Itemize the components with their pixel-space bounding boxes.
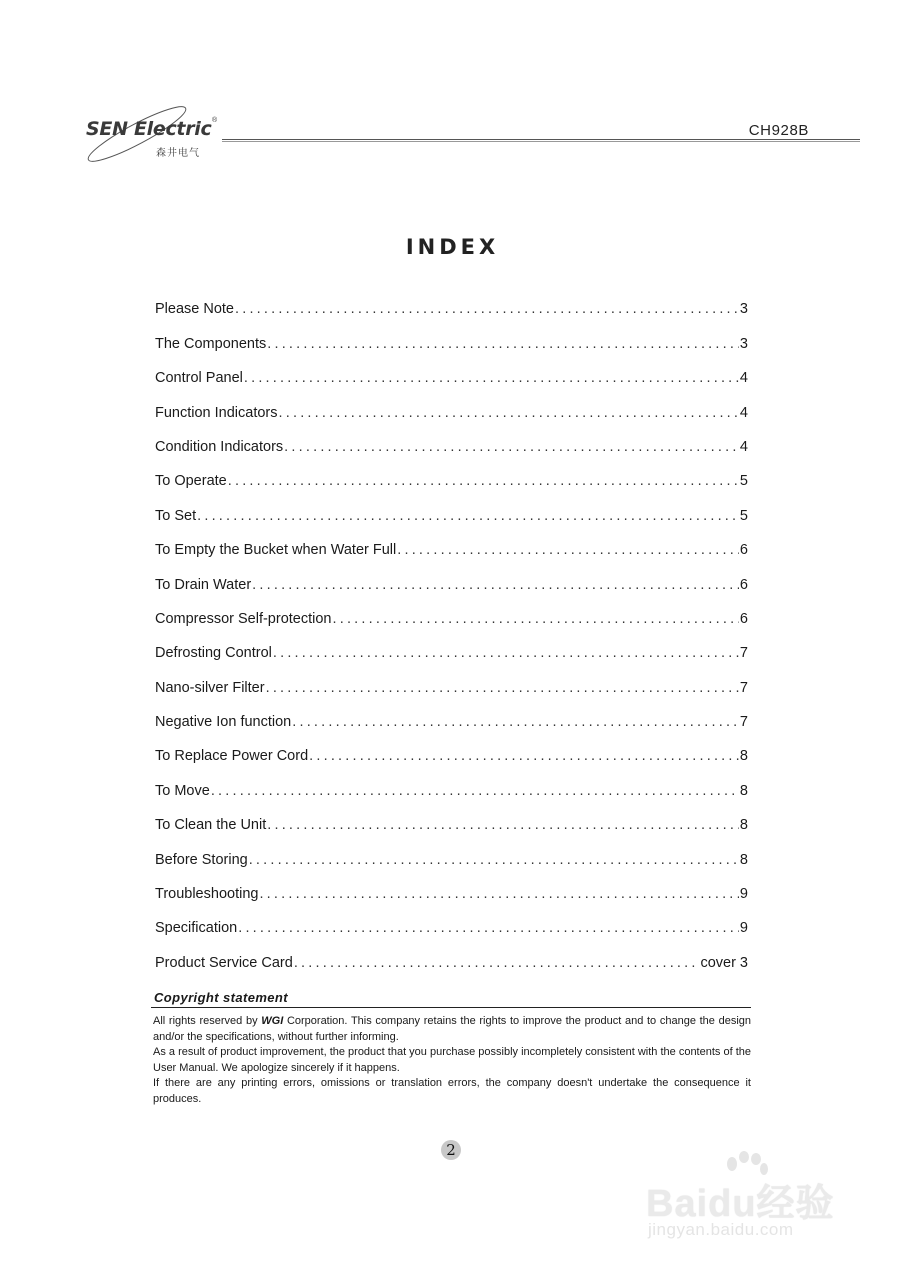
toc-entry bbox=[155, 800, 748, 834]
toc-leader-dots bbox=[235, 300, 739, 318]
toc-entry-label: Please Note bbox=[155, 301, 234, 318]
toc-entry bbox=[155, 284, 748, 318]
toc-entry-label: Negative Ion function bbox=[155, 714, 292, 731]
toc-entry-page: 4 bbox=[739, 404, 748, 421]
toc-entry-label: To Move bbox=[155, 782, 210, 799]
toc-leader-dots bbox=[397, 541, 739, 559]
toc-leader-dots bbox=[267, 335, 739, 353]
toc-entry-label: Condition Indicators bbox=[155, 438, 284, 455]
toc-entry-page: 3 bbox=[739, 335, 748, 352]
watermark bbox=[642, 1150, 862, 1250]
toc-entry bbox=[155, 387, 748, 421]
toc-entry-page: 4 bbox=[739, 438, 748, 455]
toc-leader-dots bbox=[292, 713, 739, 731]
toc-entry-label: To Replace Power Cord bbox=[155, 748, 309, 765]
toc-entry-label: Before Storing bbox=[155, 851, 248, 868]
toc-entry-page: cover 3 bbox=[700, 954, 748, 971]
page-number: 2 bbox=[441, 1140, 461, 1160]
toc-entry bbox=[155, 422, 748, 456]
copyright-paragraph bbox=[153, 1014, 751, 1045]
toc-entry-page: 6 bbox=[739, 542, 748, 559]
toc-entry-label: Compressor Self-protection bbox=[155, 610, 332, 627]
toc-entry-page: 8 bbox=[739, 851, 748, 868]
toc-entry-page: 7 bbox=[739, 645, 748, 662]
watermark-sub: jingyan.baidu.com bbox=[648, 1220, 794, 1239]
toc-entry bbox=[155, 559, 748, 593]
toc-leader-dots bbox=[238, 919, 739, 937]
toc-entry-page: 5 bbox=[739, 507, 748, 524]
watermark-main: Baidu经验 bbox=[646, 1183, 835, 1225]
model-number: CH928B bbox=[748, 122, 809, 139]
toc-entry bbox=[155, 490, 748, 524]
logo-text: SEN Electric bbox=[86, 118, 212, 140]
toc-entry-page: 8 bbox=[739, 817, 748, 834]
toc-leader-dots bbox=[197, 507, 739, 525]
toc-entry-page: 5 bbox=[739, 473, 748, 490]
copyright-paragraph: If there are any printing errors, omissions or translation errors, the company doesn't undertake the consequence it produces. bbox=[153, 1077, 751, 1105]
toc-leader-dots bbox=[294, 954, 700, 972]
toc-entry bbox=[155, 353, 748, 387]
toc-leader-dots bbox=[252, 576, 739, 594]
toc-leader-dots bbox=[309, 747, 739, 765]
toc-entry bbox=[155, 594, 748, 628]
brand-logo bbox=[82, 104, 232, 166]
toc-entry-label: To Set bbox=[155, 507, 197, 524]
toc-entry-label: To Drain Water bbox=[155, 576, 252, 593]
toc-entry-label: Function Indicators bbox=[155, 404, 278, 421]
copyright-title: Copyright statement bbox=[154, 990, 289, 1005]
page-title: INDEX bbox=[405, 235, 500, 259]
toc-entry bbox=[155, 697, 748, 731]
registered-mark: ® bbox=[212, 117, 218, 124]
toc-entry-page: 7 bbox=[739, 714, 748, 731]
toc-entry bbox=[155, 937, 748, 971]
table-of-contents bbox=[155, 284, 748, 972]
toc-entry-label: To Operate bbox=[155, 473, 227, 490]
toc-entry-page: 6 bbox=[739, 576, 748, 593]
toc-entry-page: 7 bbox=[739, 679, 748, 696]
copyright-body bbox=[153, 1014, 751, 1108]
toc-entry-page: 9 bbox=[739, 886, 748, 903]
toc-leader-dots bbox=[284, 438, 739, 456]
toc-entry bbox=[155, 318, 748, 352]
toc-entry-label: Defrosting Control bbox=[155, 645, 272, 662]
toc-entry bbox=[155, 765, 748, 799]
toc-leader-dots bbox=[333, 610, 739, 628]
copyright-text: Corporation. This company retains the rights to improve the product and to change the design and/or the specifications, without further informing. bbox=[153, 1015, 751, 1043]
toc-entry-label: Specification bbox=[155, 920, 238, 937]
toc-entry bbox=[155, 628, 748, 662]
toc-entry-page: 8 bbox=[739, 782, 748, 799]
toc-entry bbox=[155, 525, 748, 559]
toc-entry-page: 9 bbox=[739, 920, 748, 937]
toc-entry bbox=[155, 869, 748, 903]
logo-subtitle: 森井电气 bbox=[156, 148, 200, 159]
toc-leader-dots bbox=[244, 369, 739, 387]
toc-leader-dots bbox=[259, 885, 738, 903]
toc-entry-page: 3 bbox=[739, 301, 748, 318]
toc-entry bbox=[155, 834, 748, 868]
toc-entry bbox=[155, 456, 748, 490]
toc-entry-label: Troubleshooting bbox=[155, 886, 259, 903]
toc-leader-dots bbox=[267, 816, 739, 834]
header-divider bbox=[222, 139, 860, 142]
toc-leader-dots bbox=[249, 851, 739, 869]
toc-entry-label: Nano-silver Filter bbox=[155, 679, 265, 696]
toc-entry bbox=[155, 731, 748, 765]
toc-entry-page: 6 bbox=[739, 610, 748, 627]
toc-leader-dots bbox=[266, 679, 739, 697]
toc-entry-label: Control Panel bbox=[155, 370, 243, 387]
copyright-text: All rights reserved by bbox=[153, 1015, 262, 1027]
toc-entry-page: 4 bbox=[739, 370, 748, 387]
toc-entry bbox=[155, 903, 748, 937]
toc-entry-page: 8 bbox=[739, 748, 748, 765]
copyright-paragraph: As a result of product improvement, the product that you purchase possibly incompletely consistent with the contents of the User Manual. We apologize sincerely if it happens. bbox=[153, 1046, 751, 1074]
toc-entry bbox=[155, 662, 748, 696]
toc-entry-label: To Empty the Bucket when Water Full bbox=[155, 542, 397, 559]
toc-entry-label: To Clean the Unit bbox=[155, 817, 267, 834]
toc-entry-label: The Components bbox=[155, 335, 267, 352]
toc-leader-dots bbox=[211, 782, 739, 800]
toc-entry-label: Product Service Card bbox=[155, 954, 293, 971]
toc-leader-dots bbox=[228, 472, 739, 490]
brand-name: WGI bbox=[261, 1015, 284, 1027]
toc-leader-dots bbox=[279, 404, 739, 422]
toc-leader-dots bbox=[273, 644, 739, 662]
copyright-divider bbox=[151, 1007, 751, 1008]
